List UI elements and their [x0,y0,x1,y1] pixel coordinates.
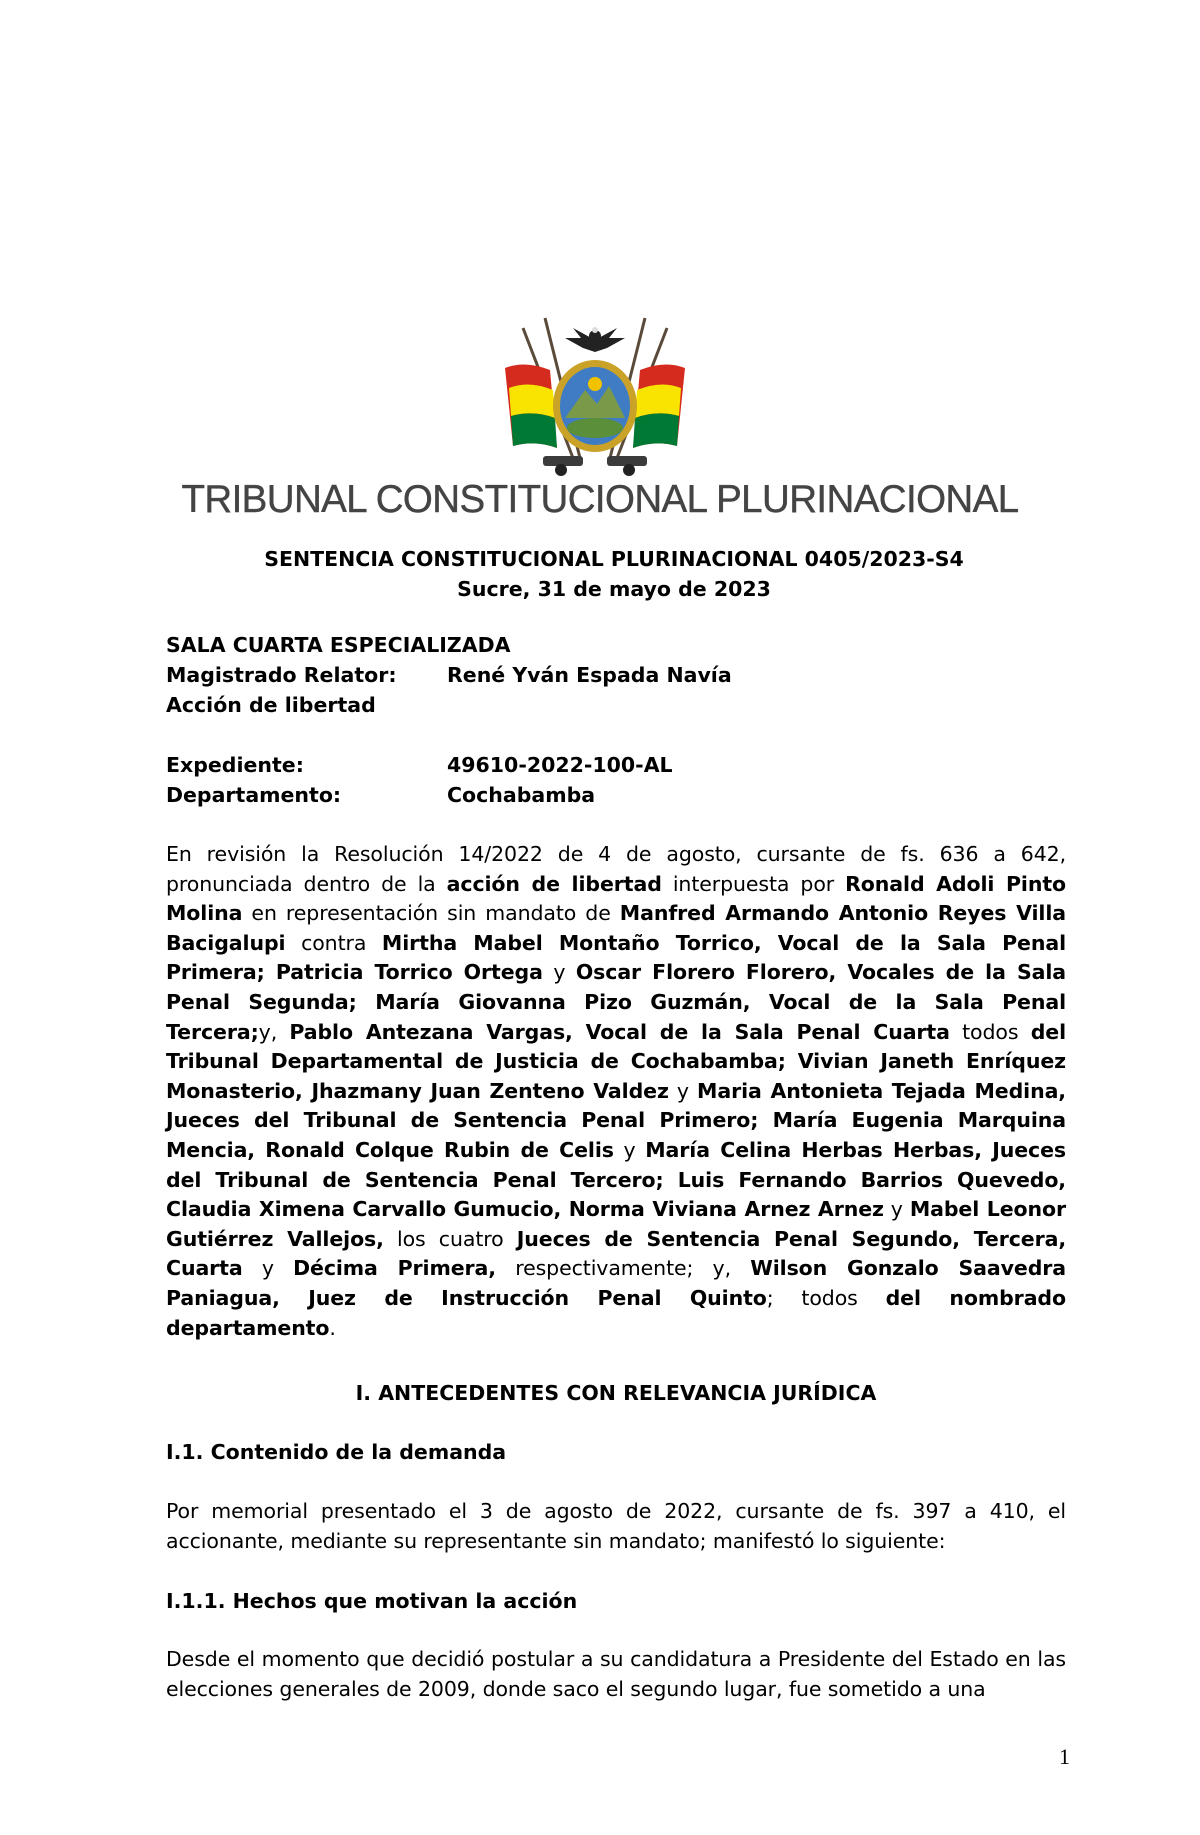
sentence-title-block [166,544,1062,604]
intro-paragraph: En revisión la Resolución 14/2022 de 4 de agosto, cursante de fs. 636 a 642, pronunciada dentro de la acción de libertad interpuesta por Ronald Adoli Pinto Molina en representación sin mandato de Manfred Armando Antonio Reyes Villa Bacigalupi contra Mirtha Mabel Montaño Torrico, Vocal de la Sala Penal Primera; Patricia Torrico Ortega y Oscar Florero Florero, Vocales de la Sala Penal Segunda; María Giovanna Pizo Guzmán, Vocal de la Sala Penal Tercera;y, Pablo Antezana Vargas, Vocal de la Sala Penal Cuarta todos del Tribunal Departamental de Justicia de Cochabamba; Vivian Janeth Enríquez Monasterio, Jhazmany Juan Zenteno Valdez y Maria Antonieta Tejada Medina, Jueces del Tribunal de Sentencia Penal Primero; María Eugenia Marquina Mencia, Ronald Colque Rubin de Celis y María Celina Herbas Herbas, Jueces del Tribunal de Sentencia Penal Tercero; Luis Fernando Barrios Quevedo, Claudia Ximena Carvallo Gumucio, Norma Viviana Arnez Arnez y Mabel Leonor Gutiérrez Vallejos, los cuatro Jueces de Sentencia Penal Segundo, Tercera, Cuarta y Décima Primera, respectivamente; y, Wilson Gonzalo Saavedra Paniagua, Juez de Instrucción Penal Quinto; todos del nombrado departamento. [166,842,1067,1340]
hechos-paragraph: Desde el momento que decidió postular a su candidatura a Presidente del Estado en las elecciones generales de 2009, donde saco el segundo lugar, fue sometido a una [166,1647,1066,1701]
bolivia-coat-of-arms-icon [495,308,695,486]
departamento-label: Departamento: [166,783,342,807]
page-number: 1 [1059,1744,1070,1769]
institution-name: TRIBUNAL CONSTITUCIONAL PLURINACIONAL [181,478,1019,521]
departamento-value: Cochabamba [447,783,596,807]
expediente-label: Expediente: [166,753,304,777]
sentence-number: SENTENCIA CONSTITUCIONAL PLURINACIONAL 0405/2023-S4 [264,547,964,571]
section-heading: I. ANTECEDENTES CON RELEVANCIA JURÍDICA [355,1381,877,1405]
case-file-block [166,750,1066,810]
sentence-date: Sucre, 31 de mayo de 2023 [457,577,771,601]
magistrado-value: René Yván Espada Navía [447,663,732,687]
subsection-heading-demanda: I.1. Contenido de la demanda [166,1440,507,1464]
case-meta-block [166,630,1066,720]
subsection-heading-hechos: I.1.1. Hechos que motivan la acción [166,1589,578,1613]
accion-label: Acción de libertad [166,693,376,717]
expediente-value: 49610-2022-100-AL [447,753,673,777]
sala-label: SALA CUARTA ESPECIALIZADA [166,633,511,657]
demanda-paragraph: Por memorial presentado el 3 de agosto de 2022, cursante de fs. 397 a 410, el accionante, mediante su representante sin mandato; manifestó lo siguiente: [166,1499,1066,1553]
magistrado-label: Magistrado Relator: [166,663,397,687]
